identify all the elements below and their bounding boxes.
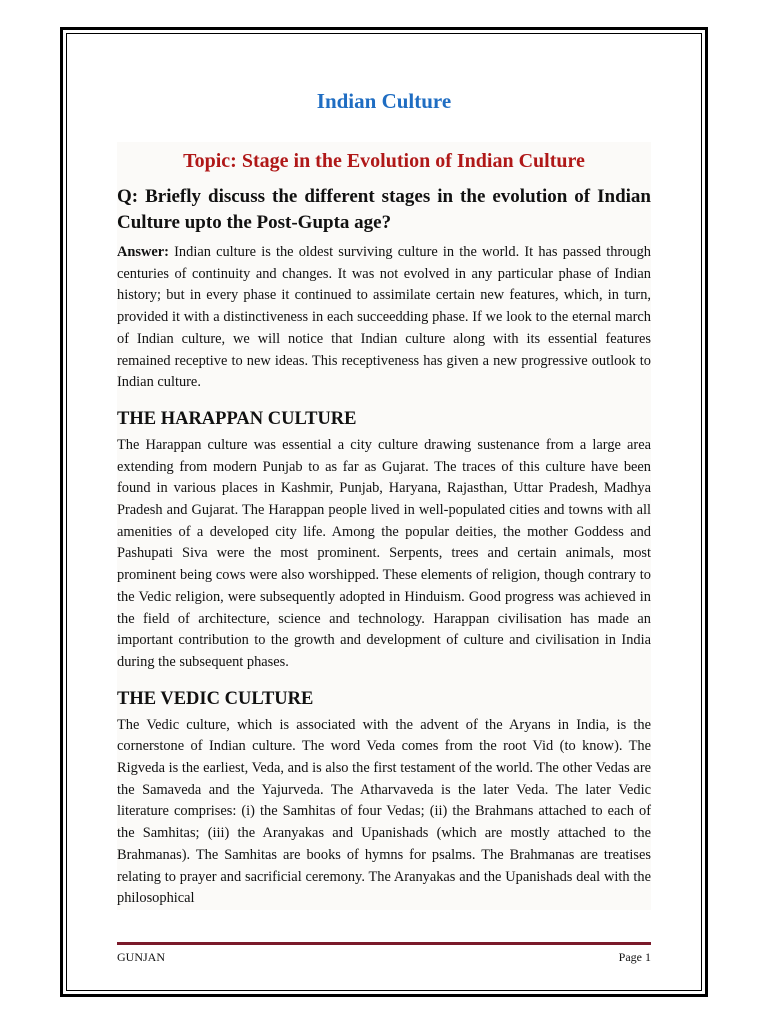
question-text: Q: Briefly discuss the different stages in the evolution of Indian Culture upto the Post-Gupta age?: [117, 186, 651, 233]
document-body: [117, 142, 651, 910]
footer-author: GUNJAN: [117, 950, 165, 964]
section-heading-vedic: THE VEDIC CULTURE: [117, 688, 314, 709]
answer-label: Answer:: [117, 244, 169, 260]
answer-paragraph: [117, 242, 651, 394]
section-text-vedic: The Vedic culture, which is associated with the advent of the Aryans in India, is the cornerstone of Indian culture. The word Veda comes from the root Vid (to know). The Rigveda is the earliest, Veda, and is also the first testament of the world. The other Vedas are the Samaveda and the Yajurveda. The Atharvaveda is the later Veda. The later Vedic literature comprises: (i) the Samhitas of four Vedas; (ii) the Brahmans attached to each of the Samhitas; (iii) the Aranyakas and Upanishads (which are mostly attached to the Brahmanas). The Samhitas are books of hymns for psalms. The Brahmanas are treatises relating to prayer and sacrificial ceremony. The Aranyakas and the Upanishads deal with the philosophical: [117, 716, 651, 907]
section-heading-harappan: THE HARAPPAN CULTURE: [117, 408, 357, 429]
footer-page-number: Page 1: [618, 950, 651, 964]
section-text-harappan: The Harappan culture was essential a city culture drawing sustenance from a large area extending from modern Punjab to as far as Gujarat. The traces of this culture have been found in various places in Kashmir, Punjab, Haryana, Rajasthan, Uttar Pradesh, Madhya Pradesh and Gujarat. The Harappan people lived in well-populated cities and towns with all amenities of a developed city life. Among the popular deities, the mother Goddess and Pashupati Siva were the most prominent. Serpents, trees and certain animals, most prominent being cows were also worshipped. These elements of religion, though contrary to the Vedic religion, were subsequently adopted in Hinduism. Good progress was achieved in the field of architecture, science and technology. Harappan civilisation has made an important contribution to the growth and development of culture and civilisation in India during the subsequent phases.: [117, 436, 651, 670]
document-title: Indian Culture: [316, 89, 452, 113]
topic-heading: Topic: Stage in the Evolution of Indian Culture: [183, 150, 585, 172]
footer-rule: [117, 942, 651, 945]
answer-text: Indian culture is the oldest surviving culture in the world. It has passed through centuries of continuity and changes. It was not evolved in any particular phase of Indian history; but in every phase it continued to assimilate certain new features, which, in turn, provided it with a distinctiveness in each succeedding phase. If we look to the eternal march of Indian culture, we will notice that Indian culture along with its essential features remained receptive to new ideas. This receptiveness has given a new progressive outlook to Indian culture.: [117, 244, 651, 391]
